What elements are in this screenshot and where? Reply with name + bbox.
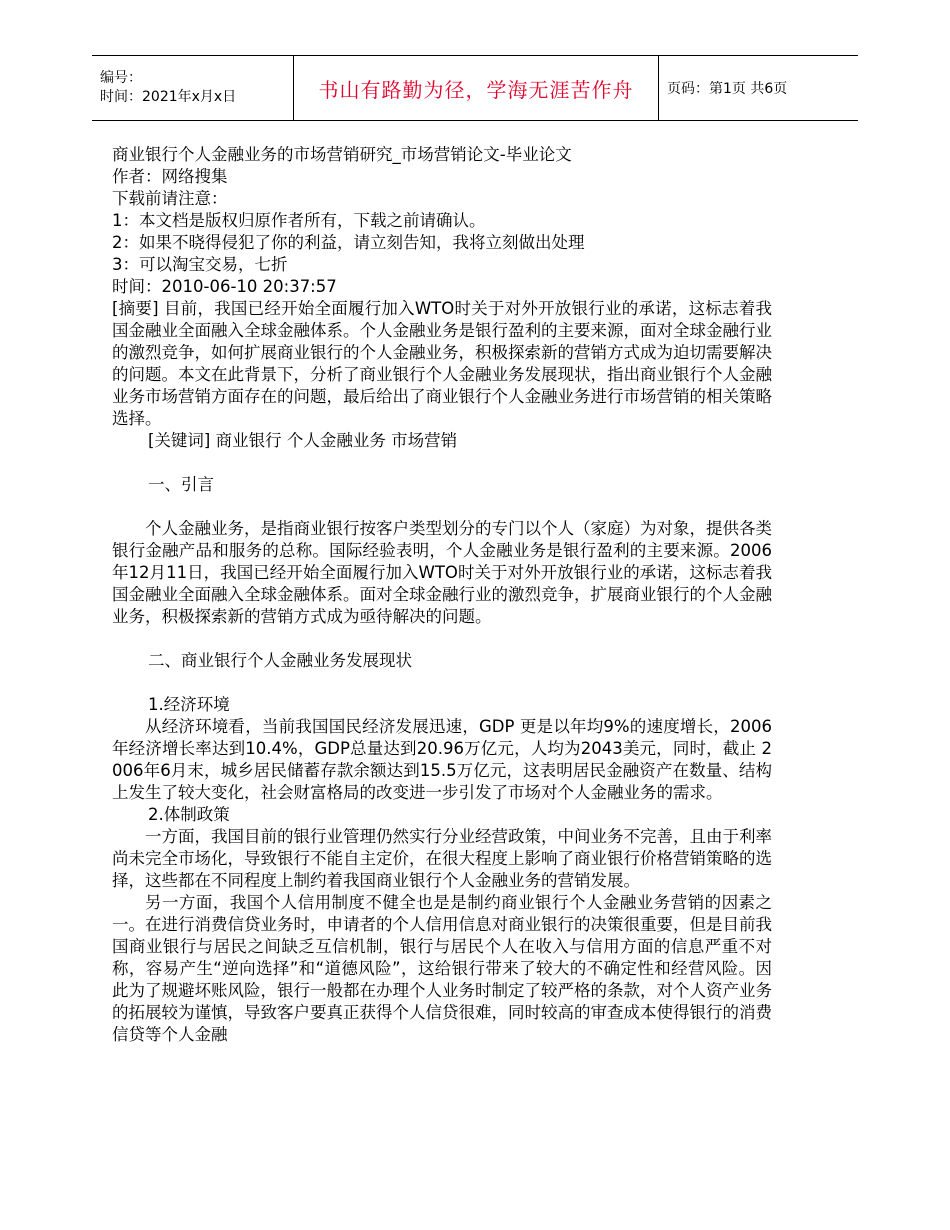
- subsection2-paragraph-2: 另一方面，我国个人信用制度不健全也是是制约商业银行个人金融业务营销的因素之一。在进行消费信贷业务时，申请者的个人信用信息对商业银行的决策很重要，但是目前我国商业银行与居民之间缺乏互信机制，银行与居民个人在收入与信用方面的信息严重不对称，容易产生“逆向选择”和“道德风险”，这给银行带来了较大的不确定性和经营风险。因此为了规避坏账风险，银行一般都在办理个人业务时制定了较严格的条款，对个人资产业务的拓展较为谨慎，导致客户要真正获得个人信贷很难，同时较高的审查成本使得银行的消费信贷等个人金融: [112, 893, 772, 1044]
- section2-title: 二、商业银行个人金融业务发展现状: [148, 651, 412, 670]
- subsection2-title: 2.体制政策: [148, 805, 230, 824]
- time-label: 时间：2021年x月x日: [100, 89, 237, 105]
- motto: 书山有路勤为径，学海无涯苦作舟: [294, 56, 659, 121]
- header-meta-cell: [92, 56, 294, 121]
- document-body: [112, 144, 772, 1046]
- abstract: [摘要] 目前，我国已经开始全面履行加入WTO时关于对外开放银行业的承诺，这标志着我国金融业全面融入全球金融体系。个人金融业务是银行盈利的主要来源，面对全球金融行业的激烈竞争，如何扩展商业银行的个人金融业务，积极探索新的营销方式成为迫切需要解决的问题。本文在此背景下，分析了商业银行个人金融业务发展现状，指出商业银行个人金融业务市场营销方面存在的问题，最后给出了商业银行个人金融业务进行市场营销的相关策略选择。: [112, 299, 772, 428]
- notice-title: 下载前请注意：: [112, 189, 228, 208]
- doc-title: 商业银行个人金融业务的市场营销研究_市场营销论文-毕业论文: [112, 145, 572, 164]
- subsection2-paragraph-1: 一方面，我国目前的银行业管理仍然实行分业经营政策，中间业务不完善，且由于利率尚未完全市场化，导致银行不能自主定价，在很大程度上影响了商业银行价格营销策略的选择，这些都在不同程度上制约着我国商业银行个人金融业务的营销发展。: [112, 827, 772, 890]
- doc-datetime: 时间：2010-06-10 20:37:57: [112, 277, 337, 296]
- section1-title: 一、引言: [148, 475, 214, 494]
- doc-author: 作者：网络搜集: [112, 167, 228, 186]
- notice-item: 3：可以淘宝交易，七折: [112, 255, 288, 274]
- notice-item: 2：如果不晓得侵犯了你的利益，请立刻告知，我将立刻做出处理: [112, 233, 585, 252]
- page-info: 页码：第1页 共6页: [659, 56, 859, 121]
- keywords: [关键词] 商业银行 个人金融业务 市场营销: [148, 431, 458, 450]
- number-label: 编号：: [100, 70, 142, 86]
- notice-item: 1：本文档是版权归原作者所有，下载之前请确认。: [112, 211, 486, 230]
- subsection1-paragraph: 从经济环境看，当前我国国民经济发展迅速，GDP 更是以年均9%的速度增长，2006年经济增长率达到10.4%，GDP总量达到20.96万亿元，人均为2043美元，同时，截止 2006年6月末，城乡居民储蓄存款余额达到15.5万亿元，这表明居民金融资产在数量、结构上发生了较大变化，社会财富格局的改变进一步引发了市场对个人金融业务的需求。: [112, 717, 772, 802]
- section1-paragraph: 个人金融业务，是指商业银行按客户类型划分的专门以个人（家庭）为对象，提供各类银行金融产品和服务的总称。国际经验表明，个人金融业务是银行盈利的主要来源。2006年12月11日，我国已经开始全面履行加入WTO时关于对外开放银行业的承诺，这标志着我国金融业全面融入全球金融体系。面对全球金融行业的激烈竞争，扩展商业银行的个人金融业务，积极探索新的营销方式成为亟待解决的问题。: [112, 519, 772, 626]
- header-table: [92, 55, 858, 121]
- subsection1-title: 1.经济环境: [148, 695, 230, 714]
